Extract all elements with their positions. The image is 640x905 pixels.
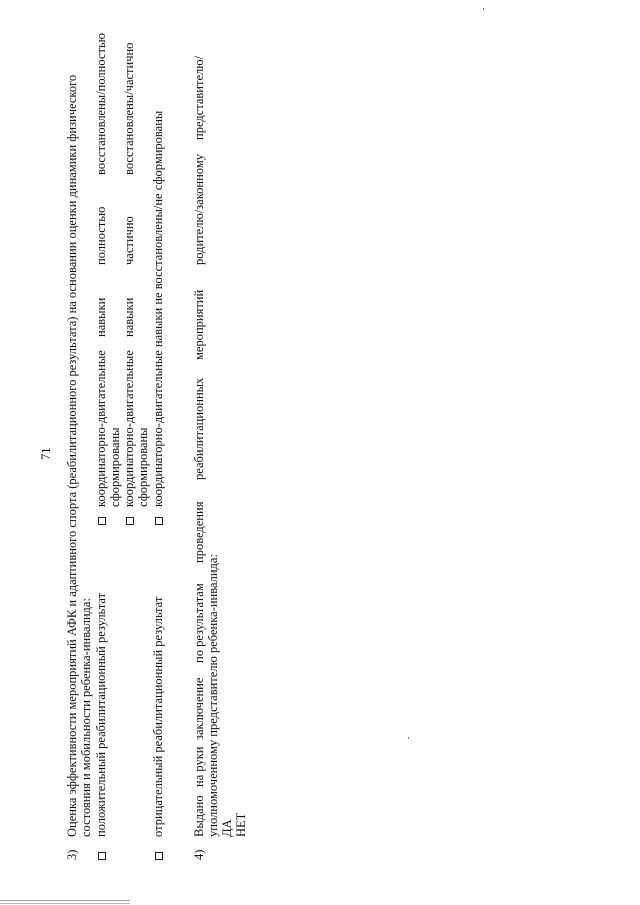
negative-result-label: отрицательный реабилитационный результат xyxy=(151,596,165,837)
option-full-checkbox[interactable] xyxy=(98,517,106,525)
option-full-word3: полностью xyxy=(94,206,108,265)
option-partial-word1: координаторно-двигательные xyxy=(122,350,136,507)
item4-w3: заключение xyxy=(192,677,206,740)
option-none-label: координаторно-двигательные навыки не восстановлены/не сформированы xyxy=(151,110,165,507)
bottom-rule xyxy=(0,900,130,901)
item4-w4: по результатам xyxy=(192,583,206,663)
option-partial-row xyxy=(123,517,136,525)
option-full-row xyxy=(95,517,108,525)
item4-w5: проведения xyxy=(192,501,206,563)
item4-number: 4) xyxy=(192,849,206,860)
positive-result-checkbox[interactable] xyxy=(98,852,106,860)
item4-w7: мероприятий xyxy=(192,289,206,360)
option-full-line2: сформированы xyxy=(108,427,122,507)
positive-result-row xyxy=(95,852,108,860)
item4-w1: Выдано xyxy=(192,795,206,837)
option-partial-word3: частично xyxy=(122,216,136,265)
item4-w8: родителю/законному xyxy=(192,154,206,265)
option-partial-word4: восстановлены/частично xyxy=(122,42,136,175)
item4-yes: ДА xyxy=(220,819,234,837)
bottom-rule-2 xyxy=(0,903,130,904)
item4-w9: представителю/ xyxy=(192,55,206,140)
option-none-checkbox[interactable] xyxy=(155,517,163,525)
scan-speck-2 xyxy=(483,8,484,10)
item4-line2: уполномоченному представителю ребенка-инвалида: xyxy=(206,554,220,837)
negative-result-checkbox[interactable] xyxy=(155,852,163,860)
item3-title-line2: состояния и мобильности ребенка-инвалида: xyxy=(79,598,93,837)
negative-result-row xyxy=(152,852,165,860)
scan-speck xyxy=(408,737,409,739)
page-number: 71 xyxy=(39,447,53,460)
option-full-word1: координаторно-двигательные xyxy=(94,350,108,507)
option-full-word4: восстановлены/полностью xyxy=(94,33,108,175)
option-partial-checkbox[interactable] xyxy=(126,517,134,525)
item4-no: НЕТ xyxy=(234,812,248,837)
item4-w2: на руки xyxy=(192,746,206,787)
item4-w6: реабилитационных xyxy=(192,377,206,480)
option-partial-line2: сформированы xyxy=(136,427,150,507)
item3-number: 3) xyxy=(65,849,79,860)
option-full-word2: навыки xyxy=(94,297,108,337)
option-none-row xyxy=(152,517,165,525)
positive-result-label: положительный реабилитационный результат xyxy=(94,592,108,837)
item3-title-line1: Оценка эффективности мероприятий АФК и адаптивного спорта (реабилитационного результата) на основании оценки динамики физического xyxy=(65,74,79,837)
option-partial-word2: навыки xyxy=(122,297,136,337)
